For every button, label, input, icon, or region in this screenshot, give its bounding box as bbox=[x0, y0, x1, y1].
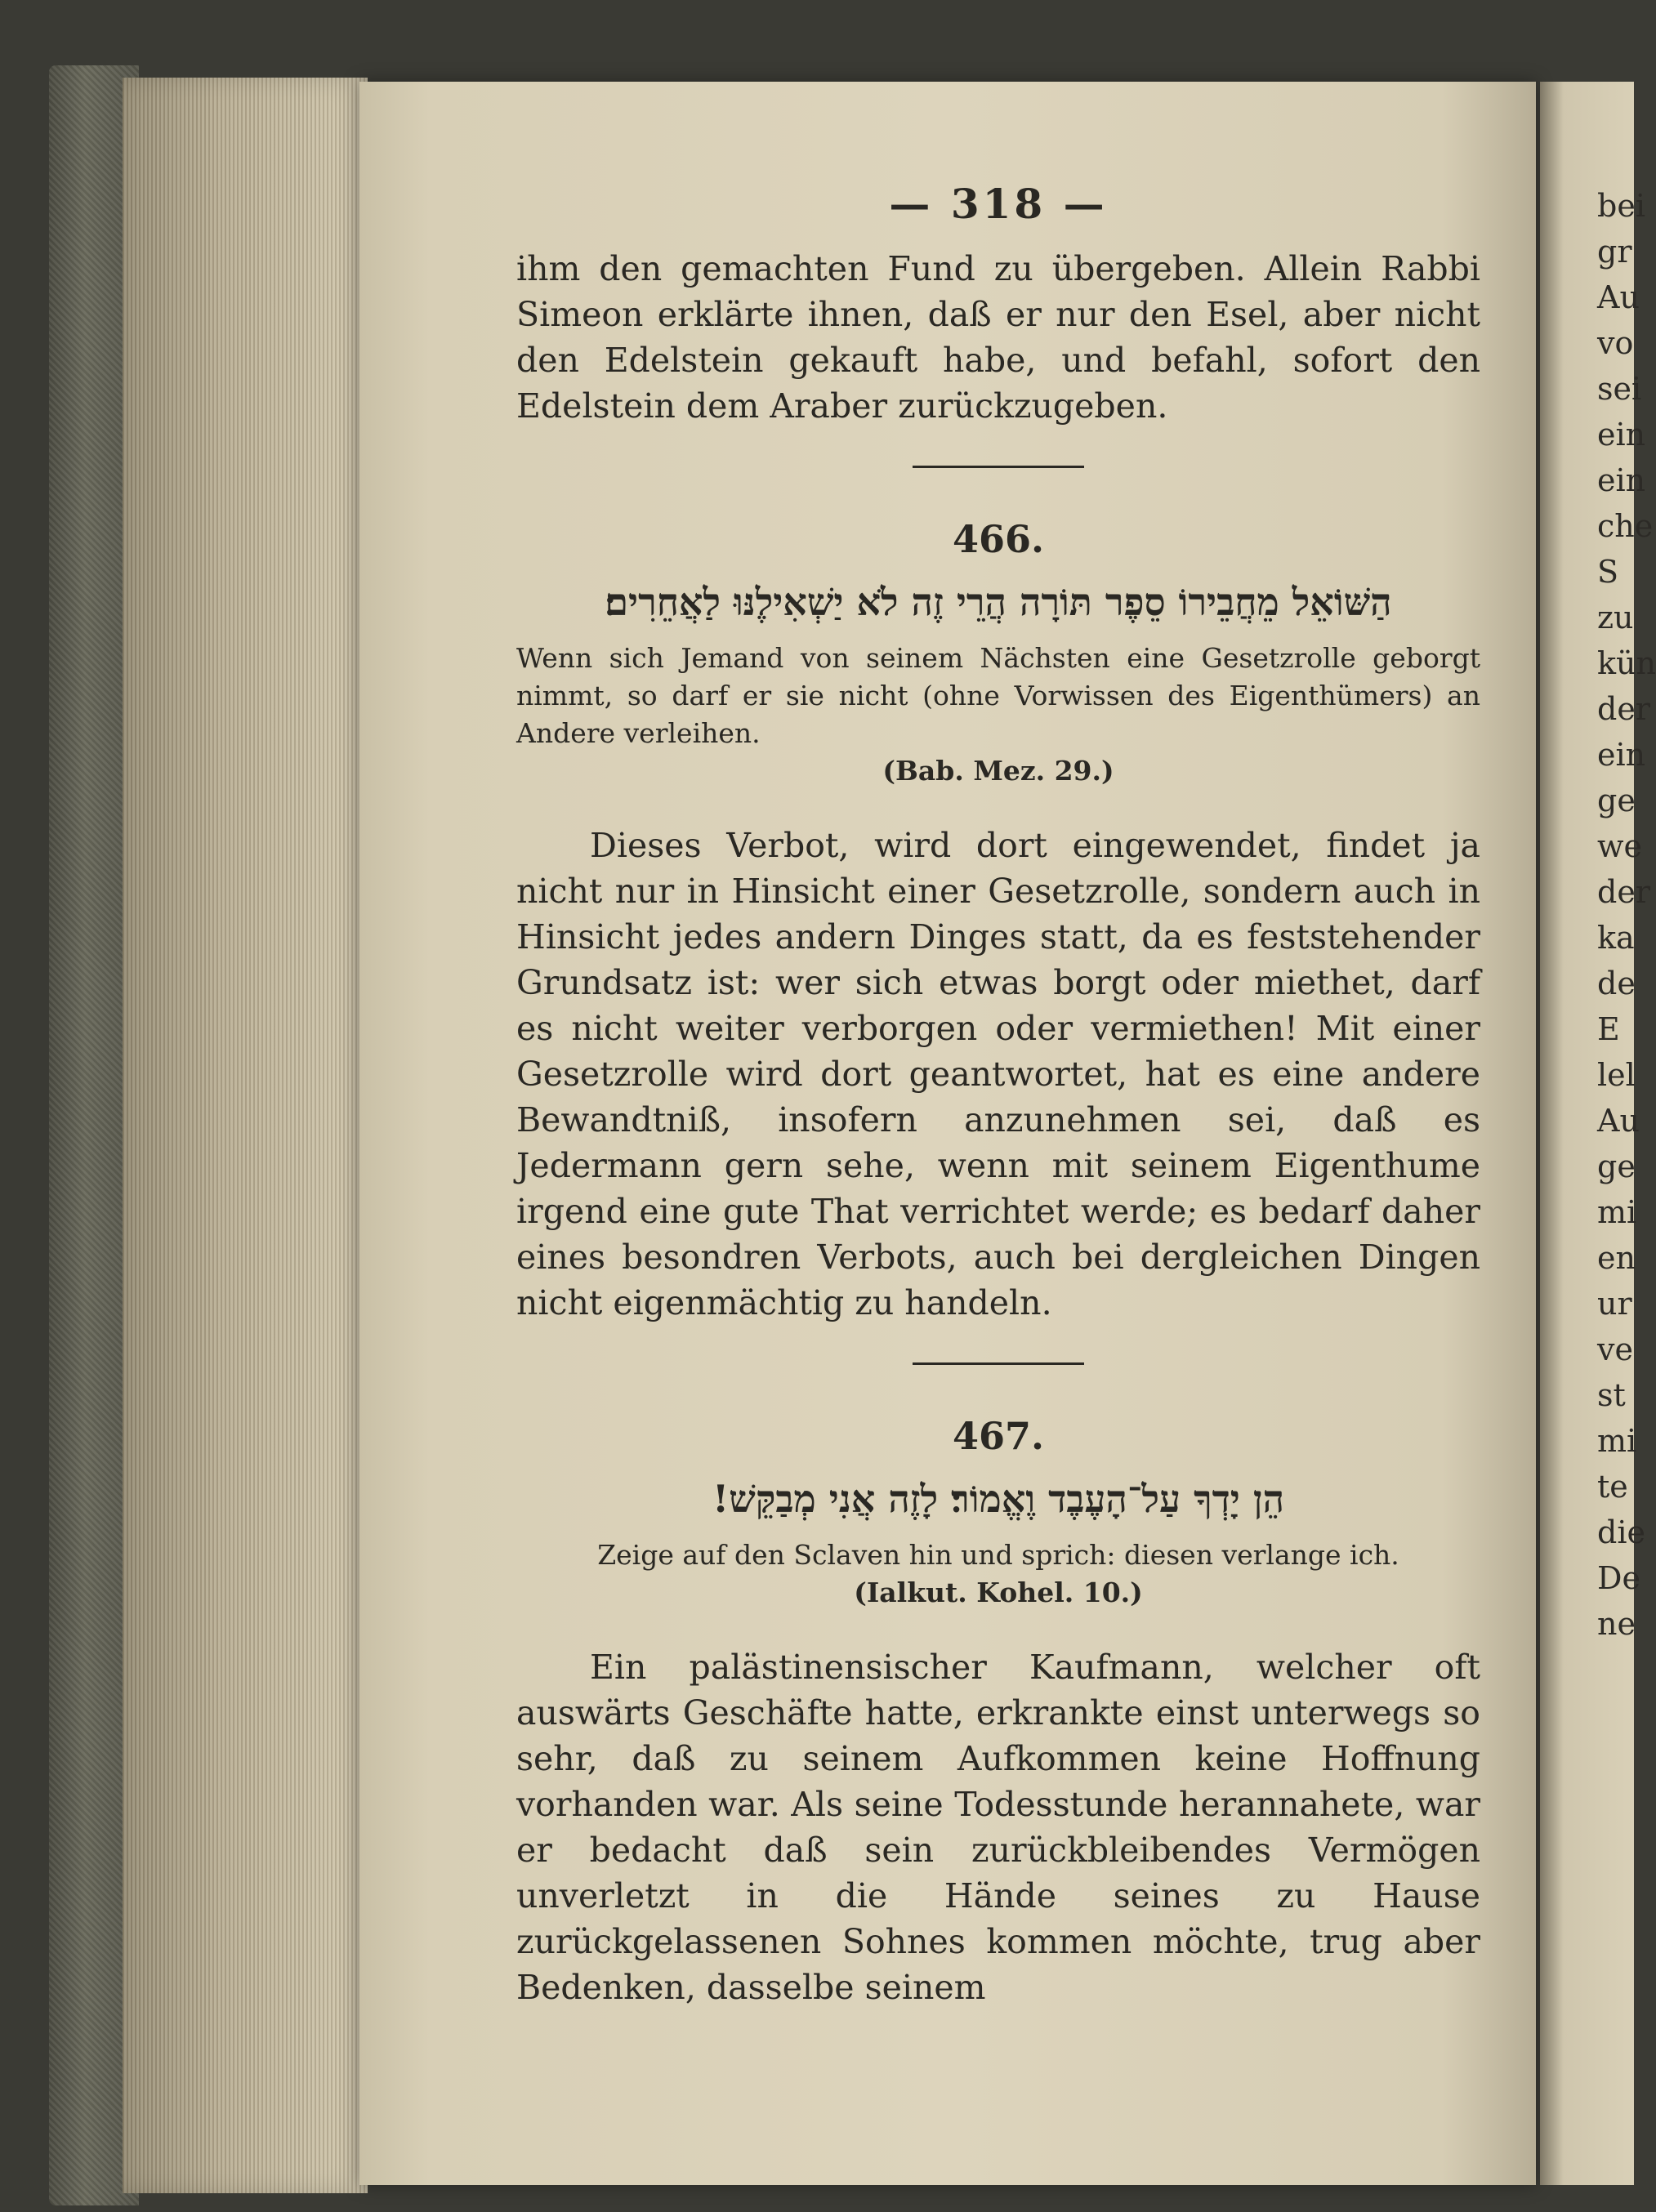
next-page-fragment: st bbox=[1597, 1377, 1626, 1413]
hebrew-quote: הֵן יָדְךָ עַל־הָעֶבֶד וֶאֱמוֹר׃ לָזֶה אֲנִי מְבַקֵּשׁ! bbox=[712, 1477, 1285, 1521]
next-page-fragment: zu bbox=[1597, 600, 1634, 636]
next-page-fragment: ne bbox=[1597, 1606, 1636, 1642]
next-page-fragment: Au bbox=[1597, 279, 1640, 315]
next-page-fragment: ka bbox=[1597, 920, 1635, 956]
source-citation: (Bab. Mez. 29.) bbox=[882, 755, 1114, 787]
translation-text: Wenn sich Jemand von seinem Nächsten eine Gesetzrolle geborgt nimmt, so darf er sie nicht (ohne Vorwissen des Eigenthümers) an Andere verleihen. bbox=[516, 642, 1480, 749]
section-body: Dieses Verbot, wird dort eingewendet, findet ja nicht nur in Hinsicht einer Gesetzrolle, sondern auch in Hinsicht jedes andern Dinges statt, da es feststehender Grundsatz ist: wer sich etwas borgt oder miethet, darf es nicht weiter verborgen oder vermiethen! Mit einer Gesetzrolle wird dort geantwortet, hat es eine andere Bewandtniß, insofern anzunehmen sei, daß es Jedermann gern sehe, wenn mit seinem Eigenthume irgend eine gute That verrichtet werde; es bedarf daher eines besondren Verbots, auch bei dergleichen Dingen nicht eigenmächtig zu handeln. bbox=[516, 826, 1480, 1322]
next-page-fragment: mi bbox=[1597, 1194, 1637, 1230]
next-page-fragment: ein bbox=[1597, 462, 1646, 498]
section-divider bbox=[913, 1362, 1084, 1365]
next-page-fragment: ge bbox=[1597, 1148, 1636, 1184]
next-page-fragment: de bbox=[1597, 966, 1636, 1001]
section-466 bbox=[516, 517, 1480, 1326]
section-number: 467. bbox=[952, 1414, 1045, 1458]
next-page-fragment: der bbox=[1597, 874, 1650, 910]
next-page-fragment: bei bbox=[1597, 188, 1645, 224]
translation-text: Zeige auf den Sclaven hin und sprich: diesen verlange ich. bbox=[597, 1539, 1399, 1571]
section-divider bbox=[913, 466, 1084, 468]
next-page-fragment: Au bbox=[1597, 1103, 1640, 1139]
next-page-fragment: te bbox=[1597, 1469, 1628, 1505]
page-block-edges bbox=[123, 78, 368, 2193]
next-page-fragment: De bbox=[1597, 1560, 1640, 1596]
hebrew-quote: הַשּׁוֹאֵל מֵחֲבֵירוֹ סֵפֶר תּוֹרָה הֲרֵי זֶה לֹא יַשְׁאִילֶנּוּ לַאֲחֵרִים׃ bbox=[605, 580, 1392, 624]
next-page-fragment: ve bbox=[1597, 1331, 1633, 1367]
section-467 bbox=[516, 1414, 1480, 2010]
next-page-fragment: sei bbox=[1597, 371, 1642, 407]
next-page-fragment: lel bbox=[1597, 1057, 1636, 1093]
next-page-fragment: vo bbox=[1597, 325, 1634, 361]
next-page-fragment: en bbox=[1597, 1240, 1636, 1276]
section-number: 466. bbox=[952, 517, 1045, 561]
continuation-paragraph: ihm den gemachten Fund zu übergeben. Allein Rabbi Simeon erklärte ihnen, daß er nur den Esel, aber nicht den Edelstein gekauft habe, und befahl, sofort den Edelstein dem Araber zurückzugeben. bbox=[516, 249, 1480, 426]
section-body: Ein palästinensischer Kaufmann, welcher oft auswärts Geschäfte hatte, erkrankte einst unterwegs so sehr, daß zu seinem Aufkommen keine Hoffnung vorhanden war. Als seine Todesstunde herannahete, war er bedacht daß sein zurückbleibendes Vermögen unverletzt in die Hände seines zu Hause zurückgelassenen Sohnes kommen möchte, trug aber Bedenken, dasselbe seinem bbox=[516, 1648, 1480, 2007]
next-page-fragment: ur bbox=[1597, 1286, 1632, 1322]
next-page-fragment: S bbox=[1597, 554, 1619, 590]
next-page-fragment: ge bbox=[1597, 783, 1636, 818]
next-page-fragment: E bbox=[1597, 1011, 1620, 1047]
next-page-fragment: ein bbox=[1597, 417, 1646, 453]
next-page-fragment: ein bbox=[1597, 737, 1646, 773]
next-page-fragment: gr bbox=[1597, 234, 1632, 270]
page-content bbox=[516, 180, 1480, 2010]
next-page-fragment: der bbox=[1597, 691, 1650, 727]
next-page-fragment: we bbox=[1597, 828, 1643, 864]
next-page-fragment: die bbox=[1597, 1514, 1645, 1550]
next-page-edge bbox=[1540, 82, 1656, 2185]
source-citation: (Ialkut. Kohel. 10.) bbox=[854, 1576, 1143, 1608]
next-page-fragment: mi bbox=[1597, 1423, 1637, 1459]
next-page-fragment: kün bbox=[1597, 645, 1656, 681]
next-page-fragment: che bbox=[1597, 508, 1654, 544]
page-number: — 318 — bbox=[889, 180, 1108, 228]
